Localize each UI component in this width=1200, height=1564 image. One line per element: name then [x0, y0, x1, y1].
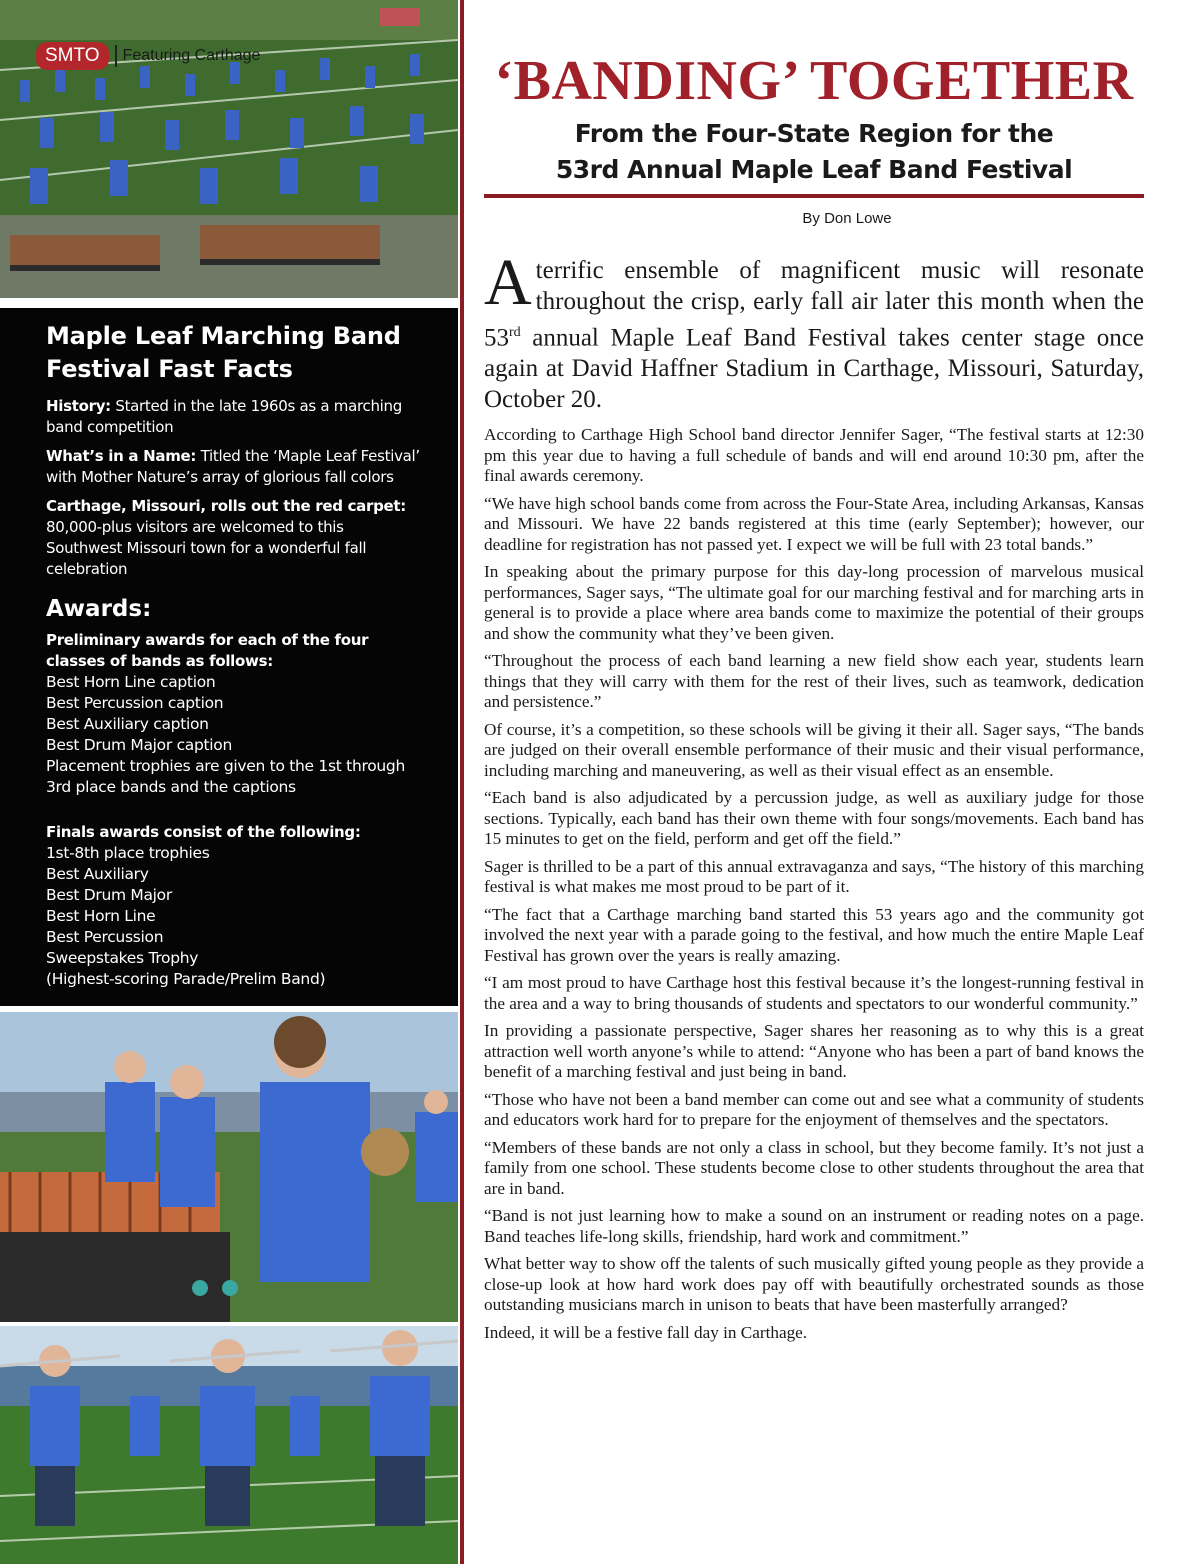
list-item: Best Auxiliary: [46, 865, 149, 883]
left-column: [0, 0, 458, 1564]
paragraph: “Each band is also adjudicated by a percussion judge, as well as auxiliary judge for those sections. Typically, each band has their own theme with four songs/movements. Each band has 15 minutes to get on the field, perform and get off the field.”: [484, 788, 1144, 849]
list-item: Best Horn Line: [46, 907, 156, 925]
paragraph: “Members of these bands are not only a class in school, but they become family. It’s not just a family from one school. These students become close to other students throughout the area that are in band.: [484, 1137, 1144, 1198]
headline: ‘BANDING’ TOGETHER: [494, 50, 1134, 112]
list-item: Best Drum Major caption: [46, 736, 233, 754]
paragraph: What better way to show off the talents of such musically gifted young people as they provide a close-up look at how hard work does pay off with beautifully orchestrated sounds as those outstanding musicians march in unison to beats that have been masterfully arranged?: [484, 1254, 1144, 1315]
subhead: From the Four-State Region for the 53rd Annual Maple Leaf Band Festival: [555, 119, 1073, 184]
paragraph: “Those who have not been a band member can come out and see what a community of students and educators work hard for to prepare for the enjoyment of themselves and the spectators.: [484, 1089, 1144, 1130]
fact-name: What’s in a Name: Titled the ‘Maple Leaf Festival’ with Mother Nature’s array of glorious fall colors: [46, 447, 420, 486]
finals-heading: Finals awards consist of the following:: [46, 823, 361, 841]
column-divider: [460, 0, 464, 1564]
paragraph: “The fact that a Carthage marching band started this 53 years ago and the community got involved the next year with a parade going to the festival, and how much the entire Maple Leaf Festival has grown over the years is really amazing.: [484, 904, 1144, 965]
tag-separator: [115, 45, 117, 67]
list-item: (Highest-scoring Parade/Prelim Band): [46, 970, 326, 988]
paragraph: “Band is not just learning how to make a sound on an instrument or reading notes on a page. Band teaches life-long skills, friendship, hard work and commitment.”: [484, 1206, 1144, 1246]
section-tag: [36, 42, 260, 70]
paragraph: “I am most proud to have Carthage host this festival because it’s the longest-running festival in the area and a way to bring thousands of students and spectators to our wonderful community.”: [484, 973, 1144, 1013]
fast-facts-title: Maple Leaf Marching Band Festival Fast Facts: [46, 322, 401, 383]
prelim-heading: Preliminary awards for each of the four classes of bands as follows:: [46, 631, 369, 670]
list-item: Best Percussion caption: [46, 694, 224, 712]
paragraph: Indeed, it will be a festive fall day in Carthage.: [484, 1322, 808, 1342]
paragraph: “We have high school bands come from across the Four-State Area, including Arkansas, Kansas and Missouri. We have 22 bands registered at this time (early September); however, our deadline for registration has not passed yet. I expect we will be full with 23 total bands.”: [484, 493, 1144, 554]
fact-carthage: Carthage, Missouri, rolls out the red carpet: 80,000-plus visitors are welcomed to this Southwest Missouri town for a wonderful fall celebration: [46, 497, 406, 578]
list-item: 1st-8th place trophies: [46, 844, 210, 862]
flute-players-photo: [0, 1326, 458, 1564]
lede-paragraph: A terrific ensemble of magnificent music will resonate throughout the crisp, early fall air later this month when the 53rd annual Maple Leaf Band Festival takes center stage once again at David Haffner Stadium in Carthage, Missouri, Saturday, October 20.: [484, 246, 1144, 414]
list-item: Sweepstakes Trophy: [46, 949, 199, 967]
list-item: Best Drum Major: [46, 886, 172, 904]
dropcap: A: [484, 246, 532, 319]
list-item: Best Auxiliary caption: [46, 715, 209, 733]
fast-facts-panel: [0, 308, 458, 1006]
smto-badge: SMTO: [36, 42, 109, 70]
paragraph: According to Carthage High School band director Jennifer Sager, “The festival starts at 12:30 pm this year due to having a full schedule of bands and will end around 10:30 pm, after the final awards ceremony.: [484, 425, 1144, 486]
finals-list: [46, 843, 422, 990]
prelim-list: [46, 672, 422, 798]
paragraph: Of course, it’s a competition, so these schools will be giving it their all. Sager says, “The bands are judged on their overall ensemble performance of their music and their visual performance, including marching and maneuvering, as well as their visual effect as an ensemble.: [484, 719, 1144, 780]
list-item: Best Horn Line caption: [46, 673, 216, 691]
headline-rule: [484, 194, 1144, 198]
list-item: Placement trophies are given to the 1st through 3rd place bands and the captions: [46, 757, 405, 796]
paragraph: In speaking about the primary purpose for this day-long procession of marvelous musical performances, Sager says, “The ultimate goal for our marching festival and for marching arts in general is to provide a place where area bands come to maximize the potential of their groups and show the community what they’ve been given.: [484, 562, 1144, 643]
article-body: [484, 425, 1144, 1343]
paragraph: Sager is thrilled to be a part of this annual extravaganza and says, “The history of this marching festival is what makes me most proud to be part of it.: [484, 856, 1144, 897]
byline: By Don Lowe: [802, 210, 892, 227]
awards-title: Awards:: [46, 596, 152, 622]
paragraph: “Throughout the process of each band learning a new field show each year, students learn things that they will carry with them for the rest of their lives, such as teamwork, dedication and persistence.”: [484, 651, 1144, 712]
paragraph: In providing a passionate perspective, Sager shares her reasoning as to why this is a great attraction well worth anyone’s while to attend: “Anyone who has been a part of band knows the benefit of a marching festival and just being in band.: [484, 1021, 1144, 1082]
percussion-photo: [0, 1012, 458, 1322]
featuring-label: Featuring Carthage: [122, 47, 261, 64]
fact-history: History: Started in the late 1960s as a marching band competition: [46, 397, 402, 436]
article: [484, 0, 1144, 1343]
list-item: Best Percussion: [46, 928, 164, 946]
